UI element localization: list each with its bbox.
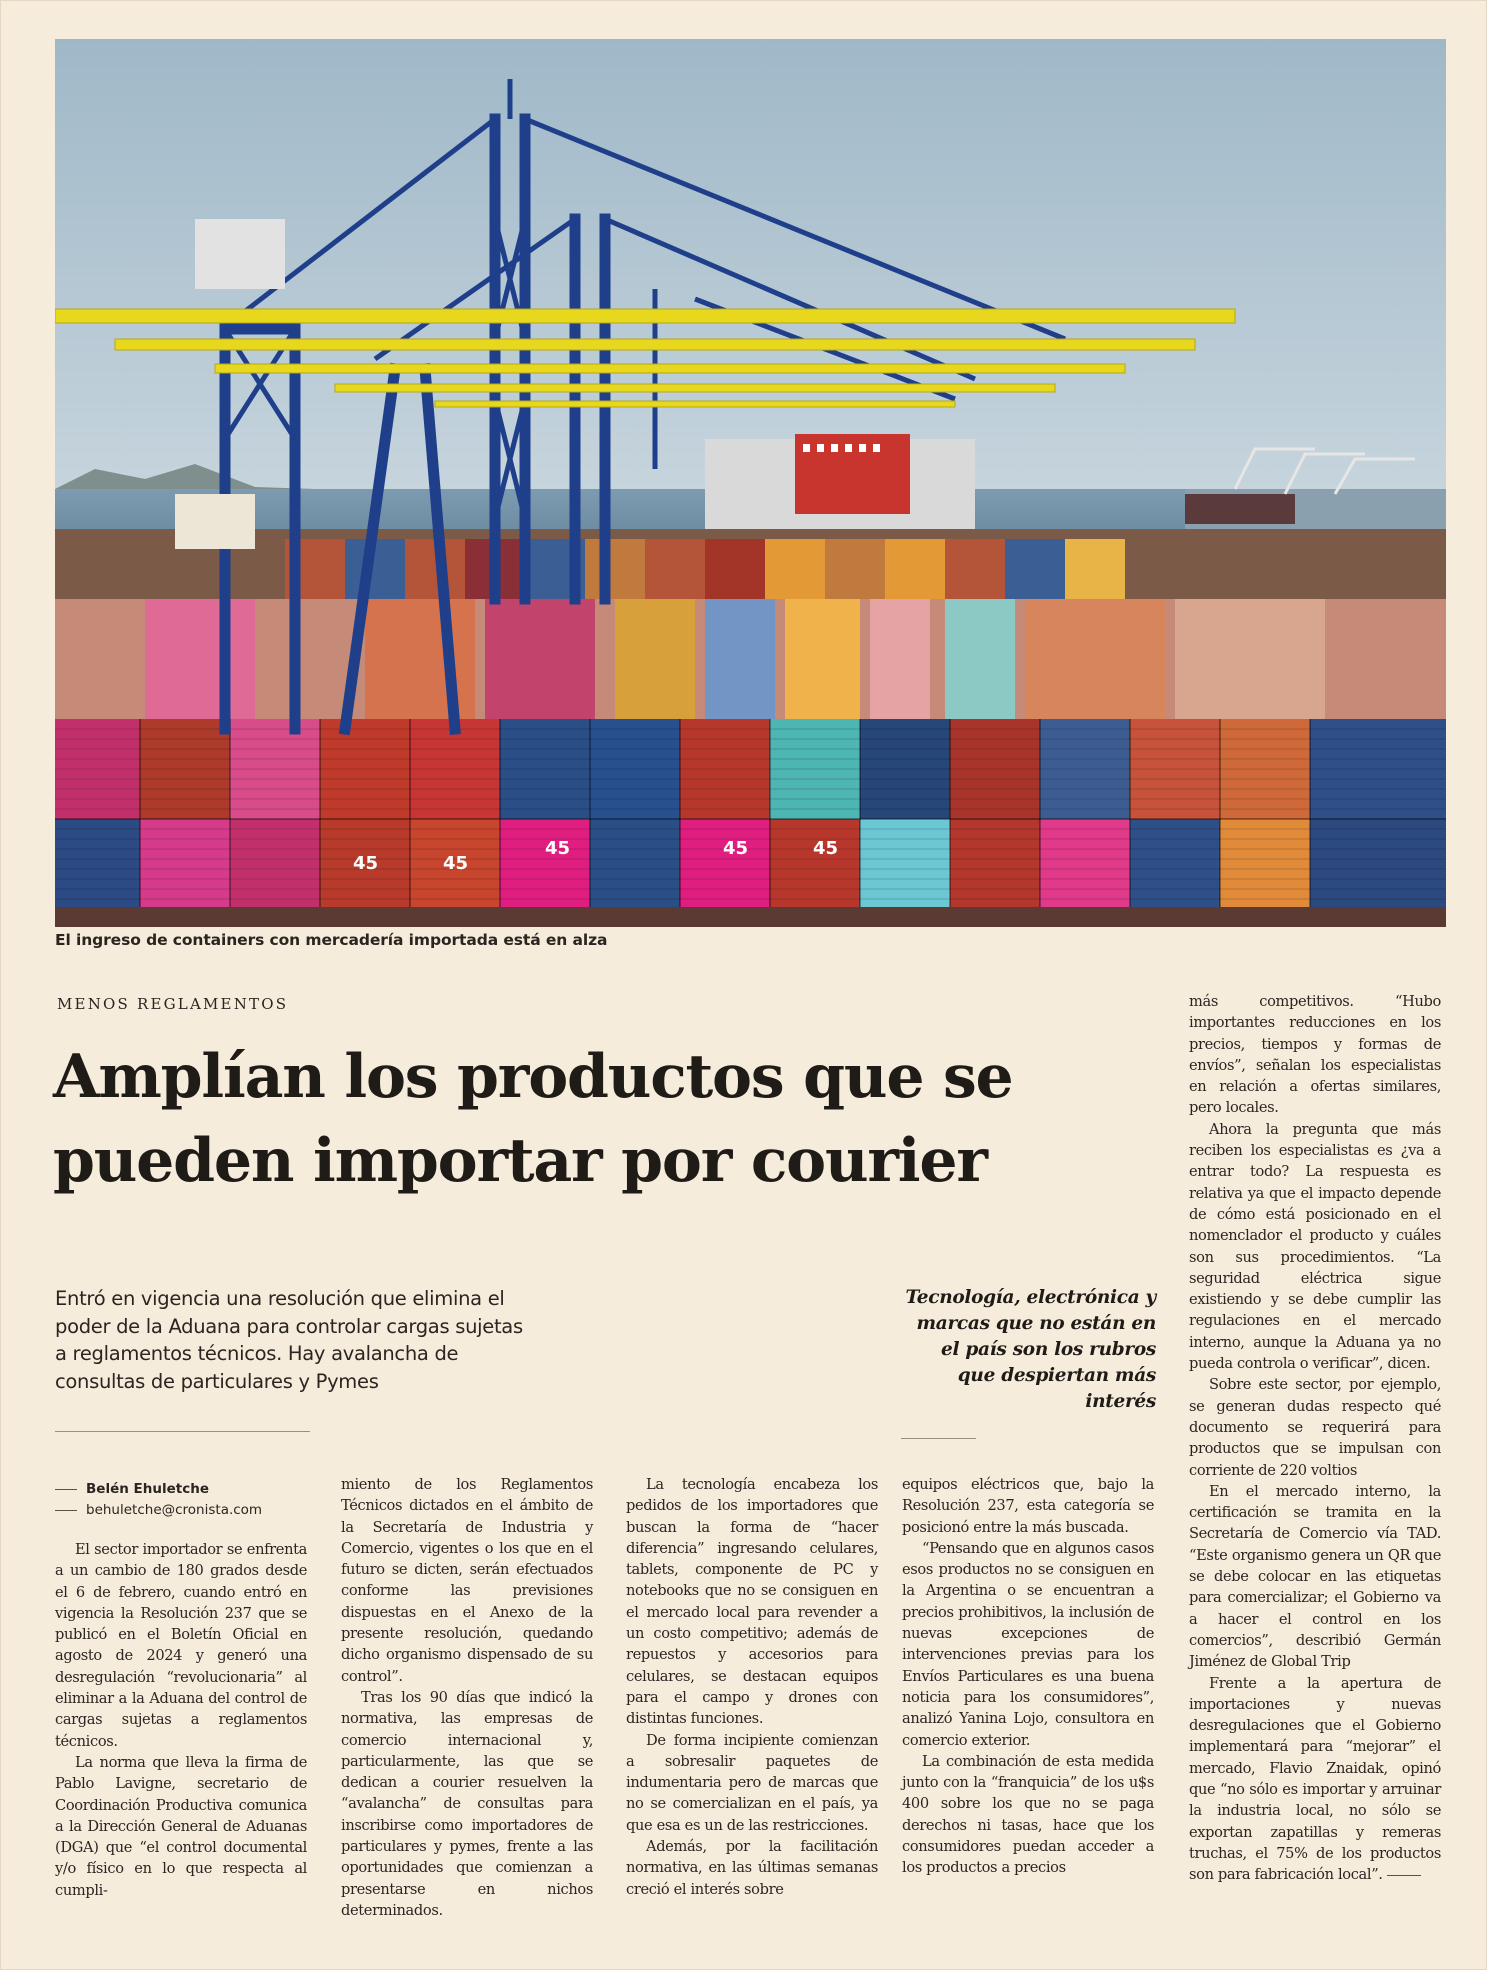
paragraph: “Pensando que en algunos casos esos productos no se consiguen en la Argentina o se encuentran a precios prohibitivos, la inclusión de nuevas excepciones de intervenciones previas para los Envíos Particulares es una buena noticia para los consumidores”, analizó Yanina Lojo, consultora en comercio exterior.	[902, 1539, 1154, 1749]
body-column-4	[902, 1474, 1154, 1879]
paragraph: En el mercado interno, la certificación se tramita en la Secretaría de Comercio vía TAD. “Este organismo genera un QR que se debe colocar en las etiquetas para comercializar; el Gobierno va a hacer el control en los comercios”, describió Germán Jiménez de Global Trip	[1189, 1482, 1441, 1671]
container-port-photo	[55, 39, 1446, 927]
paragraph: La combinación de esta medida junto con la “franquicia” de los u$s 400 sobre los que no se paga derechos ni tasas, hace que los consumidores puedan acceder a los productos a precios	[902, 1752, 1154, 1877]
paragraph: Tras los 90 días que indicó la normativa, las empresas de comercio internacional y, particularmente, las que se dedican a courier resuelven la “avalancha” de consultas para inscribirse como importadores de particulares y pymes, frente a las oportunidades que comienzan a presentarse en nichos determinados.	[341, 1688, 593, 1919]
container-number-1: 45	[353, 853, 379, 874]
paragraph: equipos eléctricos que, bajo la Resolución 237, esta categoría se posicionó entre la más buscada.	[902, 1476, 1154, 1536]
paragraph: Ahora la pregunta que más reciben los especialistas es ¿va a entrar todo? La respuesta es relativa ya que el impacto depende de cómo está posicionado en el nomenclador el producto y cuáles son sus procedimientos. “La seguridad eléctrica sigue existiendo y se debe cumplir las regulaciones en el mercado interno, aunque la Aduana ya no pueda controla o verificar”, dicen.	[1189, 1120, 1441, 1373]
paragraph: Sobre este sector, por ejemplo, se generan dudas respecto qué documento se requerirá para productos que se impulsan con corriente de 220 voltios	[1189, 1376, 1441, 1479]
paragraph: La tecnología encabeza los pedidos de los importadores que buscan la forma de “hacer diferencia” ingresando celulares, tablets, componente de PC y notebooks que no se consiguen en el mercado local para revender a un costo competitivo; además de repuestos y accesorios para celulares, se destacan equipos para el campo y drones con distintas funciones.	[626, 1476, 878, 1728]
container-number-4: 45	[723, 838, 749, 859]
article-headline	[53, 1035, 1153, 1203]
container-number-5: 45	[813, 838, 839, 859]
article-deck: Entró en vigencia una resolución que elimina el poder de la Aduana para controlar cargas sujetas a reglamentos técnicos. Hay avalancha de consultas de particulares y Pymes	[55, 1287, 523, 1393]
photo-caption: El ingreso de containers con mercadería importada está en alza	[55, 931, 608, 949]
author-email[interactable]: behuletche@cronista.com	[86, 1502, 263, 1518]
headline-line-1: Amplían los productos que se	[53, 1042, 1013, 1112]
body-column-3	[626, 1474, 878, 1900]
pull-quote-divider	[901, 1438, 976, 1439]
deck-divider	[55, 1431, 310, 1432]
end-mark	[1387, 1875, 1421, 1876]
port-cranes-illustration	[55, 39, 1446, 927]
section-kicker: MENOS REGLAMENTOS	[57, 995, 289, 1013]
pull-quote: Tecnología, electrónica y marcas que no están en el país son los rubros que despiertan más interés	[905, 1287, 1156, 1412]
author-name: Belén Ehuletche	[86, 1481, 209, 1497]
container-number-2: 45	[443, 853, 469, 874]
body-column-2	[341, 1474, 593, 1921]
headline-line-2: pueden importar por courier	[53, 1126, 987, 1196]
paragraph: La norma que lleva la firma de Pablo Lavigne, secretario de Coordinación Productiva comunica a la Dirección General de Aduanas (DGA) que “el control documental y/o físico en lo que respecta al cumpli-	[55, 1753, 307, 1899]
body-column-1	[55, 1539, 307, 1901]
paragraph: El sector importador se enfrenta a un cambio de 180 grados desde el 6 de febrero, cuando entró en vigencia la Resolución 237 que se publicó en el Boletín Oficial en agosto de 2024 y generó una desregulación “revolucionaria” al eliminar a la Aduana del control de cargas sujetas a reglamentos técnicos.	[55, 1541, 307, 1750]
paragraph-final	[1189, 1673, 1441, 1886]
body-column-5	[1189, 991, 1441, 1885]
paragraph: De forma incipiente comienzan a sobresalir paquetes de indumentaria pero de marcas que no se comercializan en el país, ya que esa es un de las restricciones.	[626, 1731, 878, 1834]
byline	[55, 1479, 295, 1521]
container-number-3: 45	[545, 838, 571, 859]
paragraph: miento de los Reglamentos Técnicos dictados en el ámbito de la Secretaría de Industria y Comercio, vigentes o los que en el futuro se dicten, serán efectuados conforme las previsiones dispuestas en el Anexo de la presente resolución, quedando dicho organismo dispensado de su control”.	[341, 1476, 593, 1685]
paragraph: más competitivos. “Hubo importantes reducciones en los precios, tiempos y formas de envíos”, señalan los especialistas en relación a ofertas similares, pero locales.	[1189, 993, 1441, 1117]
paragraph-text: Frente a la apertura de importaciones y nuevas desregulaciones que el Gobierno implementará para “mejorar” el mercado, Flavio Znaidak, opinó que “no sólo es importar y arruinar la industria local, no sólo se exportan zapatillas y remeras truchas, el 75% de los productos son para fabricación local”.	[1189, 1674, 1441, 1884]
paragraph: Además, por la facilitación normativa, en las últimas semanas creció el interés sobre	[626, 1838, 878, 1898]
